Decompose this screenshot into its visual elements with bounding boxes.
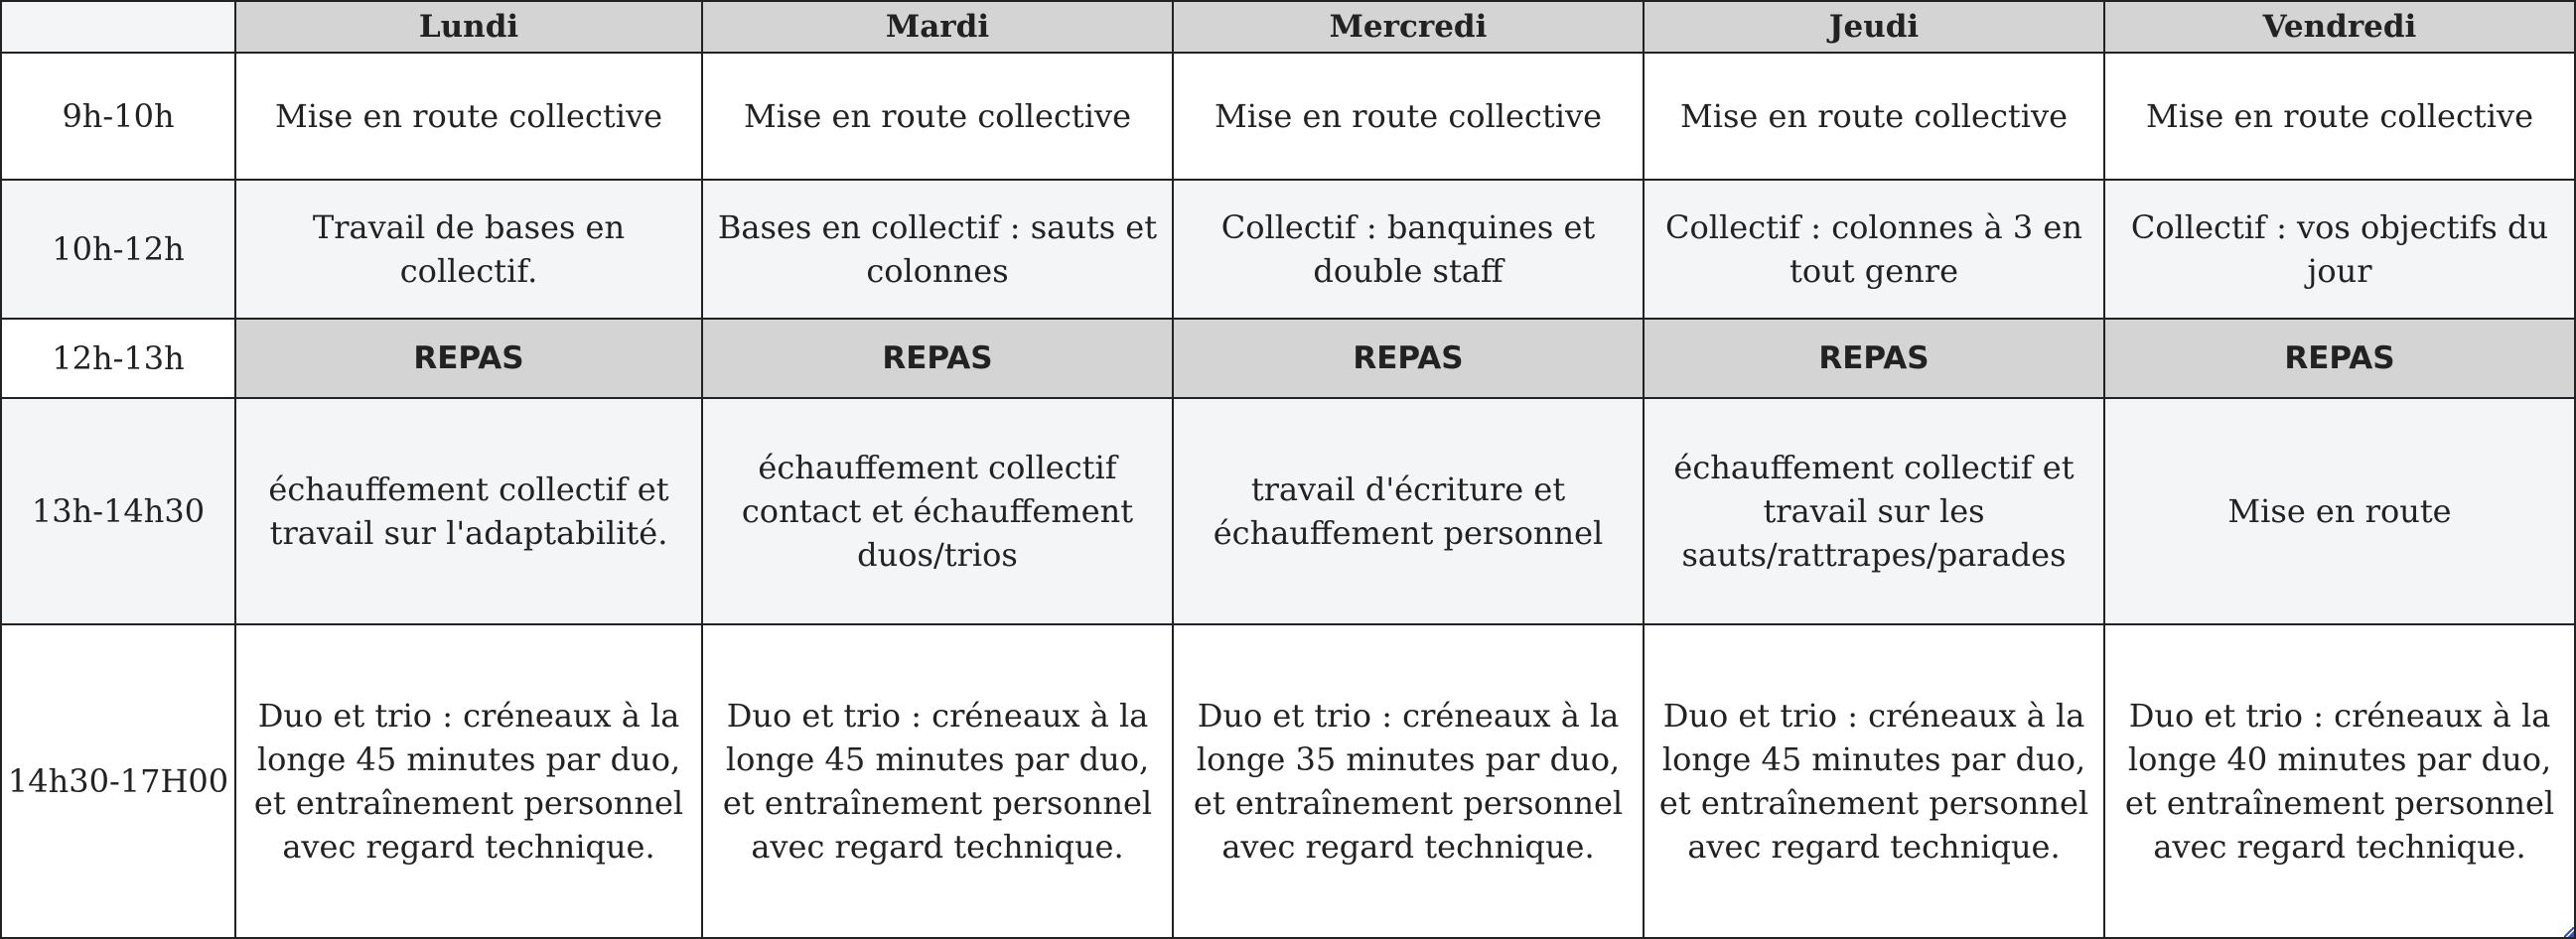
schedule-cell: Duo et trio : créneaux à la longe 45 minutes par duo, et entraînement personnel avec regard technique.	[702, 624, 1173, 938]
table-row	[1, 624, 2575, 938]
schedule-cell: Bases en collectif : sauts et colonnes	[702, 180, 1173, 319]
day-header-vendredi: Vendredi	[2104, 1, 2575, 53]
meal-cell: REPAS	[1644, 319, 2104, 398]
corner-cell	[1, 1, 235, 53]
meal-cell: REPAS	[702, 319, 1173, 398]
time-slot-label: 13h-14h30	[1, 398, 235, 624]
day-header-mercredi: Mercredi	[1173, 1, 1644, 53]
meal-cell: REPAS	[2104, 319, 2575, 398]
day-header-jeudi: Jeudi	[1644, 1, 2104, 53]
schedule-cell: Mise en route collective	[2104, 53, 2575, 180]
schedule-cell: Mise en route collective	[1644, 53, 2104, 180]
schedule-cell: échauffement collectif et travail sur l'adaptabilité.	[235, 398, 702, 624]
table-row	[1, 53, 2575, 180]
schedule-cell: Mise en route collective	[702, 53, 1173, 180]
meal-cell: REPAS	[235, 319, 702, 398]
resize-handle-icon[interactable]	[2564, 927, 2574, 937]
schedule-cell: Duo et trio : créneaux à la longe 45 minutes par duo, et entraînement personnel avec regard technique.	[1644, 624, 2104, 938]
table-row	[1, 180, 2575, 319]
table-row-meal	[1, 319, 2575, 398]
day-header-mardi: Mardi	[702, 1, 1173, 53]
schedule-cell: Duo et trio : créneaux à la longe 45 minutes par duo, et entraînement personnel avec regard technique.	[235, 624, 702, 938]
time-slot-label: 9h-10h	[1, 53, 235, 180]
header-row	[1, 1, 2575, 53]
table-row	[1, 398, 2575, 624]
schedule-cell: échauffement collectif et travail sur les sauts/rattrapes/parades	[1644, 398, 2104, 624]
schedule-cell: Travail de bases en collectif.	[235, 180, 702, 319]
schedule-cell: Collectif : banquines et double staff	[1173, 180, 1644, 319]
schedule-cell: travail d'écriture et échauffement personnel	[1173, 398, 1644, 624]
schedule-cell: Duo et trio : créneaux à la longe 40 minutes par duo, et entraînement personnel avec regard technique.	[2104, 624, 2575, 938]
schedule-cell: Mise en route collective	[235, 53, 702, 180]
time-slot-label: 12h-13h	[1, 319, 235, 398]
schedule-cell: Duo et trio : créneaux à la longe 35 minutes par duo, et entraînement personnel avec regard technique.	[1173, 624, 1644, 938]
time-slot-label: 10h-12h	[1, 180, 235, 319]
schedule-cell: échauffement collectif contact et échauffement duos/trios	[702, 398, 1173, 624]
schedule-cell: Mise en route	[2104, 398, 2575, 624]
meal-cell: REPAS	[1173, 319, 1644, 398]
schedule-cell: Collectif : colonnes à 3 en tout genre	[1644, 180, 2104, 319]
schedule-cell: Collectif : vos objectifs du jour	[2104, 180, 2575, 319]
day-header-lundi: Lundi	[235, 1, 702, 53]
schedule-cell: Mise en route collective	[1173, 53, 1644, 180]
time-slot-label: 14h30-17H00	[1, 624, 235, 938]
